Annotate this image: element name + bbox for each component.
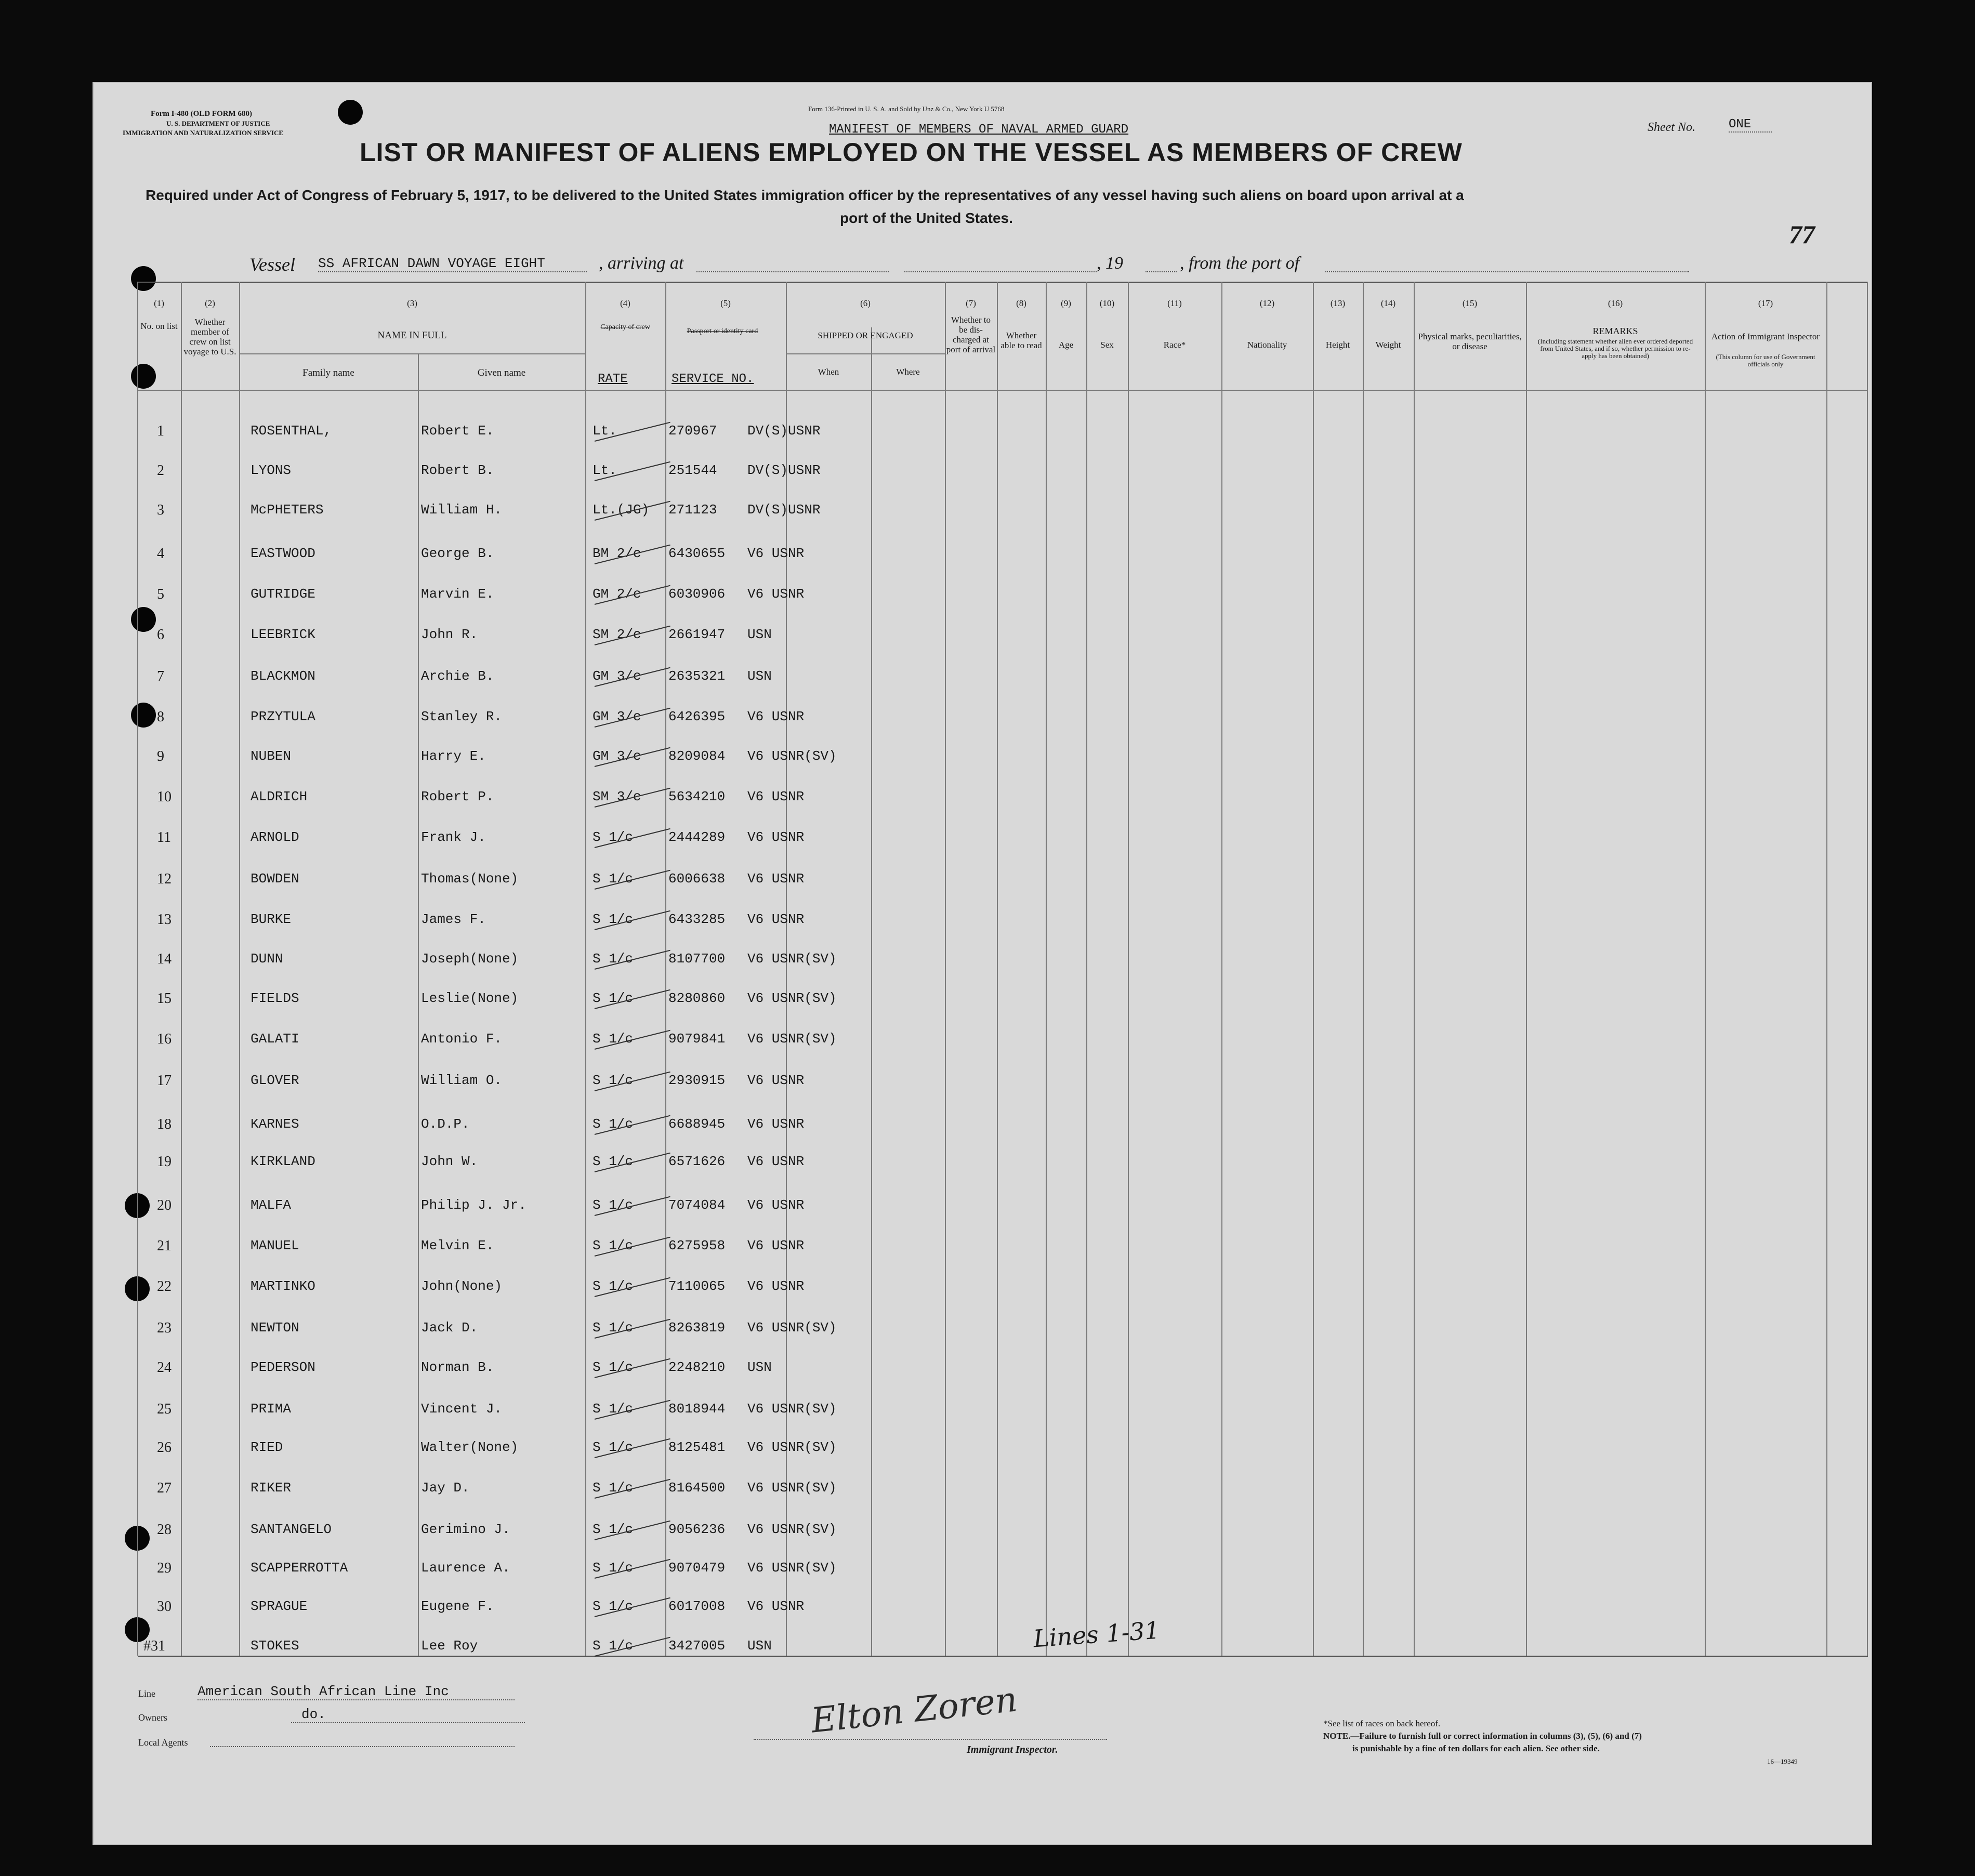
line-value: American South African Line Inc <box>198 1684 515 1700</box>
rate: GM 3/c <box>592 748 641 764</box>
column-number: (13) <box>1330 298 1346 308</box>
family-name: ALDRICH <box>251 789 308 804</box>
family-name: BOWDEN <box>251 871 299 887</box>
column-number: (8) <box>1016 298 1026 308</box>
column-number: (9) <box>1061 298 1071 308</box>
family-name: RIED <box>251 1439 283 1455</box>
rate: GM 3/c <box>592 709 641 724</box>
header-height: Height <box>1325 340 1350 350</box>
inspector-label: Immigrant Inspector. <box>967 1744 1058 1755</box>
header-action-note: (This column for use of Government officials only <box>1716 353 1815 368</box>
given-name: Robert B. <box>421 463 494 478</box>
service-number: 2930915 <box>668 1073 726 1088</box>
service-branch: V6 USNR(SV) <box>747 951 837 967</box>
rate: S 1/c <box>592 1154 634 1169</box>
arriving-blank <box>696 271 889 272</box>
service-branch: V6 USNR <box>747 1116 805 1132</box>
rate: S 1/c <box>592 1522 634 1537</box>
given-name: John W. <box>421 1154 478 1169</box>
rate: S 1/c <box>592 911 634 927</box>
service-branch: V6 USNR(SV) <box>747 748 837 764</box>
rate: BM 2/c <box>592 546 641 561</box>
service-number: 8209084 <box>668 748 726 764</box>
given-name: Eugene F. <box>421 1598 494 1614</box>
family-name: PRZYTULA <box>251 709 315 724</box>
column-number: (4) <box>620 298 630 308</box>
column-number: (1) <box>154 298 164 308</box>
family-name: GUTRIDGE <box>251 586 315 602</box>
header-remarks: REMARKS <box>1592 326 1638 336</box>
given-name: Frank J. <box>421 829 486 845</box>
service-number: 7074084 <box>668 1197 726 1213</box>
column-number: (16) <box>1608 298 1623 308</box>
row-number: 12 <box>157 871 172 887</box>
given-name: Lee Roy <box>421 1638 478 1654</box>
family-name: MANUEL <box>251 1238 299 1253</box>
service-branch: V6 USNR(SV) <box>747 1320 837 1336</box>
service-branch: V6 USNR <box>747 871 805 887</box>
service-number: 8018944 <box>668 1401 726 1417</box>
header-given-name: Given name <box>477 367 526 378</box>
service-number: 8125481 <box>668 1439 726 1455</box>
rate: GM 3/c <box>592 668 641 684</box>
header-race: Race* <box>1163 340 1186 350</box>
header-when: When <box>818 367 839 377</box>
family-name: BLACKMON <box>251 668 315 684</box>
fine-note-line1: NOTE.—Failure to furnish full or correct information in columns (3), (5), (6) and (7) <box>1323 1731 1642 1741</box>
header-where: Where <box>896 367 920 377</box>
local-agents-label: Local Agents <box>138 1737 188 1748</box>
header-rate: RATE <box>598 372 628 386</box>
service-number: 6571626 <box>668 1154 726 1169</box>
service-branch: V6 USNR <box>747 586 805 602</box>
given-name: Thomas(None) <box>421 871 519 887</box>
service-number: 7110065 <box>668 1278 726 1294</box>
service-number: 9070479 <box>668 1560 726 1576</box>
rate: S 1/c <box>592 1116 634 1132</box>
table-bottom-border <box>138 1656 1868 1657</box>
service-branch: V6 USNR <box>747 911 805 927</box>
given-name: Archie B. <box>421 668 494 684</box>
rate: S 1/c <box>592 1439 634 1455</box>
date-blank <box>904 271 1097 272</box>
service-branch: V6 USNR <box>747 1278 805 1294</box>
header-weight: Weight <box>1375 340 1401 350</box>
printer-line: Form 136-Printed in U. S. A. and Sold by Unz & Co., New York U 5768 <box>808 105 1005 113</box>
column-number: (3) <box>407 298 417 308</box>
service-number: 251544 <box>668 463 717 478</box>
given-name: Robert P. <box>421 789 494 804</box>
given-name: Marvin E. <box>421 586 494 602</box>
given-name: Antonio F. <box>421 1031 503 1047</box>
family-name: PRIMA <box>251 1401 292 1417</box>
family-name: SCAPPERROTTA <box>251 1560 348 1576</box>
family-name: FIELDS <box>251 990 299 1006</box>
service-branch: V6 USNR(SV) <box>747 1031 837 1047</box>
column-number: (7) <box>966 298 976 308</box>
rate: S 1/c <box>592 1278 634 1294</box>
form-code: 16—19349 <box>1767 1758 1798 1765</box>
service-number: 8280860 <box>668 990 726 1006</box>
rate: S 1/c <box>592 1073 634 1088</box>
header-bottom-border <box>137 390 1868 391</box>
family-name: MALFA <box>251 1197 292 1213</box>
handwritten-lines-note: Lines 1-31 <box>1032 1616 1161 1653</box>
row-number: 28 <box>157 1522 172 1538</box>
service-branch: USN <box>747 1359 772 1375</box>
column-number: (14) <box>1380 298 1396 308</box>
punch-hole <box>338 100 363 125</box>
service-number: 3427005 <box>668 1638 726 1654</box>
family-name: McPHETERS <box>251 502 324 518</box>
service-number: 2248210 <box>668 1359 726 1375</box>
family-name: KARNES <box>251 1116 299 1132</box>
department-name: U. S. DEPARTMENT OF JUSTICE <box>166 120 270 127</box>
service-branch: V6 USNR <box>747 709 805 724</box>
header-remarks-note: (Including statement whether alien ever ordered deported from United States, and if so, whether permission to re-apply has been obtained) <box>1537 337 1693 360</box>
service-number: 2444289 <box>668 829 726 845</box>
rate: S 1/c <box>592 1031 634 1047</box>
row-number: 19 <box>157 1154 172 1170</box>
rate: S 1/c <box>592 1359 634 1375</box>
row-number: 6 <box>157 627 164 643</box>
rate: S 1/c <box>592 1638 634 1654</box>
service-branch: V6 USNR(SV) <box>747 1560 837 1576</box>
service-number: 8263819 <box>668 1320 726 1336</box>
family-name: LEEBRICK <box>251 627 315 642</box>
header-action: Action of Immigrant Inspector <box>1711 332 1820 341</box>
given-name: Joseph(None) <box>421 951 519 967</box>
column-number: (12) <box>1259 298 1275 308</box>
header-name-in-full: NAME IN FULL <box>377 330 447 341</box>
given-name: O.D.P. <box>421 1116 470 1132</box>
sheet-number: ONE <box>1729 117 1772 133</box>
given-name: Jay D. <box>421 1480 470 1496</box>
header-read: Whether able to read <box>1000 331 1042 350</box>
header-age: Age <box>1058 340 1074 350</box>
row-number: 5 <box>157 586 164 602</box>
family-name: ROSENTHAL, <box>251 423 332 439</box>
given-name: Leslie(None) <box>421 990 519 1006</box>
column-number: (15) <box>1462 298 1478 308</box>
sheet-label: Sheet No. <box>1648 121 1695 134</box>
given-name: Harry E. <box>421 748 486 764</box>
row-number: 18 <box>157 1116 172 1132</box>
service-number: 6030906 <box>668 586 726 602</box>
family-name: STOKES <box>251 1638 299 1654</box>
row-number: 15 <box>157 990 172 1007</box>
family-name: RIKER <box>251 1480 292 1496</box>
given-name: Robert E. <box>421 423 494 439</box>
family-name: SANTANGELO <box>251 1522 332 1537</box>
row-number: 17 <box>157 1073 172 1089</box>
row-number: 23 <box>157 1320 172 1336</box>
punch-hole <box>131 364 156 389</box>
service-branch: USN <box>747 668 772 684</box>
service-number: 8164500 <box>668 1480 726 1496</box>
family-name: DUNN <box>251 951 283 967</box>
service-branch: USN <box>747 627 772 642</box>
given-name: John R. <box>421 627 478 642</box>
table-top-border <box>137 282 1868 283</box>
row-number: 11 <box>157 829 171 845</box>
service-number: 6433285 <box>668 911 726 927</box>
service-number: 6688945 <box>668 1116 726 1132</box>
given-name: Jack D. <box>421 1320 478 1336</box>
service-branch: V6 USNR <box>747 1598 805 1614</box>
column-number: (2) <box>205 298 215 308</box>
family-name: ARNOLD <box>251 829 299 845</box>
rate: S 1/c <box>592 1197 634 1213</box>
rate: S 1/c <box>592 1320 634 1336</box>
rate: S 1/c <box>592 1560 634 1576</box>
row-number: 13 <box>157 911 172 928</box>
rate: SM 2/c <box>592 627 641 642</box>
arriving-label: , arriving at <box>599 254 684 273</box>
subtitle-line1: Required under Act of Congress of February 5, 1917, to be delivered to the United States immigration officer by the representatives of any vessel having such aliens on board upon arrival at a <box>146 187 1464 203</box>
service-number: 8107700 <box>668 951 726 967</box>
service-number: 6426395 <box>668 709 726 724</box>
rate: Lt. <box>592 423 617 439</box>
service-branch: V6 USNR(SV) <box>747 1480 837 1496</box>
given-name: William H. <box>421 502 503 518</box>
races-note: *See list of races on back hereof. <box>1323 1719 1441 1728</box>
service-branch: V6 USNR <box>747 829 805 845</box>
given-name: Laurence A. <box>421 1560 510 1576</box>
service-branch: DV(S)USNR <box>747 423 821 439</box>
inspector-signature: Elton Zoren <box>809 1679 1019 1741</box>
vessel-name: SS AFRICAN DAWN VOYAGE EIGHT <box>318 256 587 272</box>
typed-header: MANIFEST OF MEMBERS OF NAVAL ARMED GUARD <box>829 123 1129 137</box>
family-name: GLOVER <box>251 1073 299 1088</box>
rate: S 1/c <box>592 829 634 845</box>
header-struck-capacity: Capacity of crew <box>600 323 650 331</box>
service-number: 6006638 <box>668 871 726 887</box>
column-number: (6) <box>860 298 871 308</box>
given-name: Walter(None) <box>421 1439 519 1455</box>
service-number: 6430655 <box>668 546 726 561</box>
given-name: James F. <box>421 911 486 927</box>
manifest-page <box>93 82 1872 1845</box>
row-number: 20 <box>157 1197 172 1213</box>
service-branch: V6 USNR(SV) <box>747 1522 837 1537</box>
column-number: (17) <box>1758 298 1773 308</box>
service-number: 5634210 <box>668 789 726 804</box>
service-branch: V6 USNR <box>747 1154 805 1169</box>
service-number: 9079841 <box>668 1031 726 1047</box>
service-branch: V6 USNR(SV) <box>747 1401 837 1417</box>
service-branch: V6 USNR <box>747 546 805 561</box>
family-name: BURKE <box>251 911 292 927</box>
row-number: 16 <box>157 1031 172 1047</box>
line-label: Line <box>138 1688 155 1699</box>
family-name: KIRKLAND <box>251 1154 315 1169</box>
header-sex: Sex <box>1100 340 1114 350</box>
family-name: MARTINKO <box>251 1278 315 1294</box>
column-number: (11) <box>1167 298 1182 308</box>
service-number: 271123 <box>668 502 717 518</box>
row-number: 29 <box>157 1560 172 1576</box>
service-branch: V6 USNR <box>747 1238 805 1253</box>
service-name: IMMIGRATION AND NATURALIZATION SERVICE <box>123 129 284 137</box>
rate: GM 2/c <box>592 586 641 602</box>
form-number: Form I-480 (OLD FORM 680) <box>151 110 252 118</box>
rate: SM 3/c <box>592 789 641 804</box>
service-branch: DV(S)USNR <box>747 502 821 518</box>
family-name: NUBEN <box>251 748 292 764</box>
given-name: George B. <box>421 546 494 561</box>
owners-value: do. <box>291 1707 525 1723</box>
service-number: 6017008 <box>668 1598 726 1614</box>
punch-hole <box>131 703 156 728</box>
header-shipped-engaged: SHIPPED OR ENGAGED <box>818 331 913 340</box>
given-name: Norman B. <box>421 1359 494 1375</box>
rate: S 1/c <box>592 1238 634 1253</box>
header-no-on-list: No. on list <box>140 321 178 331</box>
row-number: 10 <box>157 789 172 805</box>
row-number: 24 <box>157 1359 172 1376</box>
header-family-name: Family name <box>302 367 354 378</box>
service-number: 6275958 <box>668 1238 726 1253</box>
row-number: 3 <box>157 502 164 518</box>
family-name: LYONS <box>251 463 292 478</box>
given-name: John(None) <box>421 1278 503 1294</box>
rate: Lt. <box>592 463 617 478</box>
page-title: LIST OR MANIFEST OF ALIENS EMPLOYED ON THE VESSEL AS MEMBERS OF CREW <box>360 138 1463 167</box>
subtitle-line2: port of the United States. <box>840 210 1013 226</box>
local-agents-blank <box>210 1746 515 1747</box>
from-port-label: , from the port of <box>1180 254 1300 273</box>
given-name: Vincent J. <box>421 1401 503 1417</box>
header-nationality: Nationality <box>1247 340 1287 350</box>
row-number: 14 <box>157 951 172 967</box>
row-number: 27 <box>157 1480 172 1496</box>
given-name: Philip J. Jr. <box>421 1197 526 1213</box>
rate: S 1/c <box>592 1401 634 1417</box>
service-number: 270967 <box>668 423 717 439</box>
row-number: 25 <box>157 1401 172 1417</box>
row-number: 2 <box>157 463 164 479</box>
service-branch: USN <box>747 1638 772 1654</box>
family-name: GALATI <box>251 1031 299 1047</box>
row-number: 4 <box>157 546 164 562</box>
header-physical-marks: Physical marks, peculiarities, or disease <box>1418 332 1522 351</box>
given-name: William O. <box>421 1073 503 1088</box>
service-branch: V6 USNR(SV) <box>747 990 837 1006</box>
header-whether-member: Whether member of crew on list voyage to U.S. <box>183 317 236 356</box>
header-service-no: SERVICE NO. <box>672 372 754 386</box>
family-name: PEDERSON <box>251 1359 315 1375</box>
rate: Lt.(JG) <box>592 502 650 518</box>
year-blank <box>1146 271 1177 272</box>
family-name: SPRAGUE <box>251 1598 308 1614</box>
given-name: Melvin E. <box>421 1238 494 1253</box>
row-number: #31 <box>143 1638 165 1654</box>
punch-hole <box>131 266 156 291</box>
vessel-label: Vessel <box>249 254 295 275</box>
row-number: 7 <box>157 668 164 684</box>
owners-label: Owners <box>138 1712 167 1723</box>
family-name: NEWTON <box>251 1320 299 1336</box>
rate: S 1/c <box>592 951 634 967</box>
header-discharged: Whether to be dis-charged at port of arrival <box>946 315 996 354</box>
row-number: 30 <box>157 1598 172 1615</box>
column-number: (5) <box>720 298 731 308</box>
service-branch: V6 USNR <box>747 789 805 804</box>
service-branch: DV(S)USNR <box>747 463 821 478</box>
rate: S 1/c <box>592 1598 634 1614</box>
year-label: , 19 <box>1097 254 1123 273</box>
column-number: (10) <box>1099 298 1115 308</box>
from-port-blank <box>1325 271 1689 272</box>
rate: S 1/c <box>592 990 634 1006</box>
row-number: 9 <box>157 748 164 764</box>
service-number: 9056236 <box>668 1522 726 1537</box>
rate: S 1/c <box>592 1480 634 1496</box>
row-number: 1 <box>157 423 164 439</box>
fine-note-line2: is punishable by a fine of ten dollars for each alien. See other side. <box>1352 1743 1600 1753</box>
given-name: Gerimino J. <box>421 1522 510 1537</box>
service-branch: V6 USNR <box>747 1073 805 1088</box>
page-mark: 77 <box>1789 220 1815 249</box>
service-branch: V6 USNR <box>747 1197 805 1213</box>
service-branch: V6 USNR(SV) <box>747 1439 837 1455</box>
punch-hole <box>131 607 156 632</box>
service-number: 2635321 <box>668 668 726 684</box>
rate: S 1/c <box>592 871 634 887</box>
row-number: 22 <box>157 1278 172 1294</box>
service-number: 2661947 <box>668 627 726 642</box>
given-name: Stanley R. <box>421 709 503 724</box>
header-struck-passport: Passport or identity card <box>687 327 758 335</box>
row-number: 26 <box>157 1439 172 1456</box>
family-name: EASTWOOD <box>251 546 315 561</box>
row-number: 8 <box>157 709 164 725</box>
row-number: 21 <box>157 1238 172 1254</box>
